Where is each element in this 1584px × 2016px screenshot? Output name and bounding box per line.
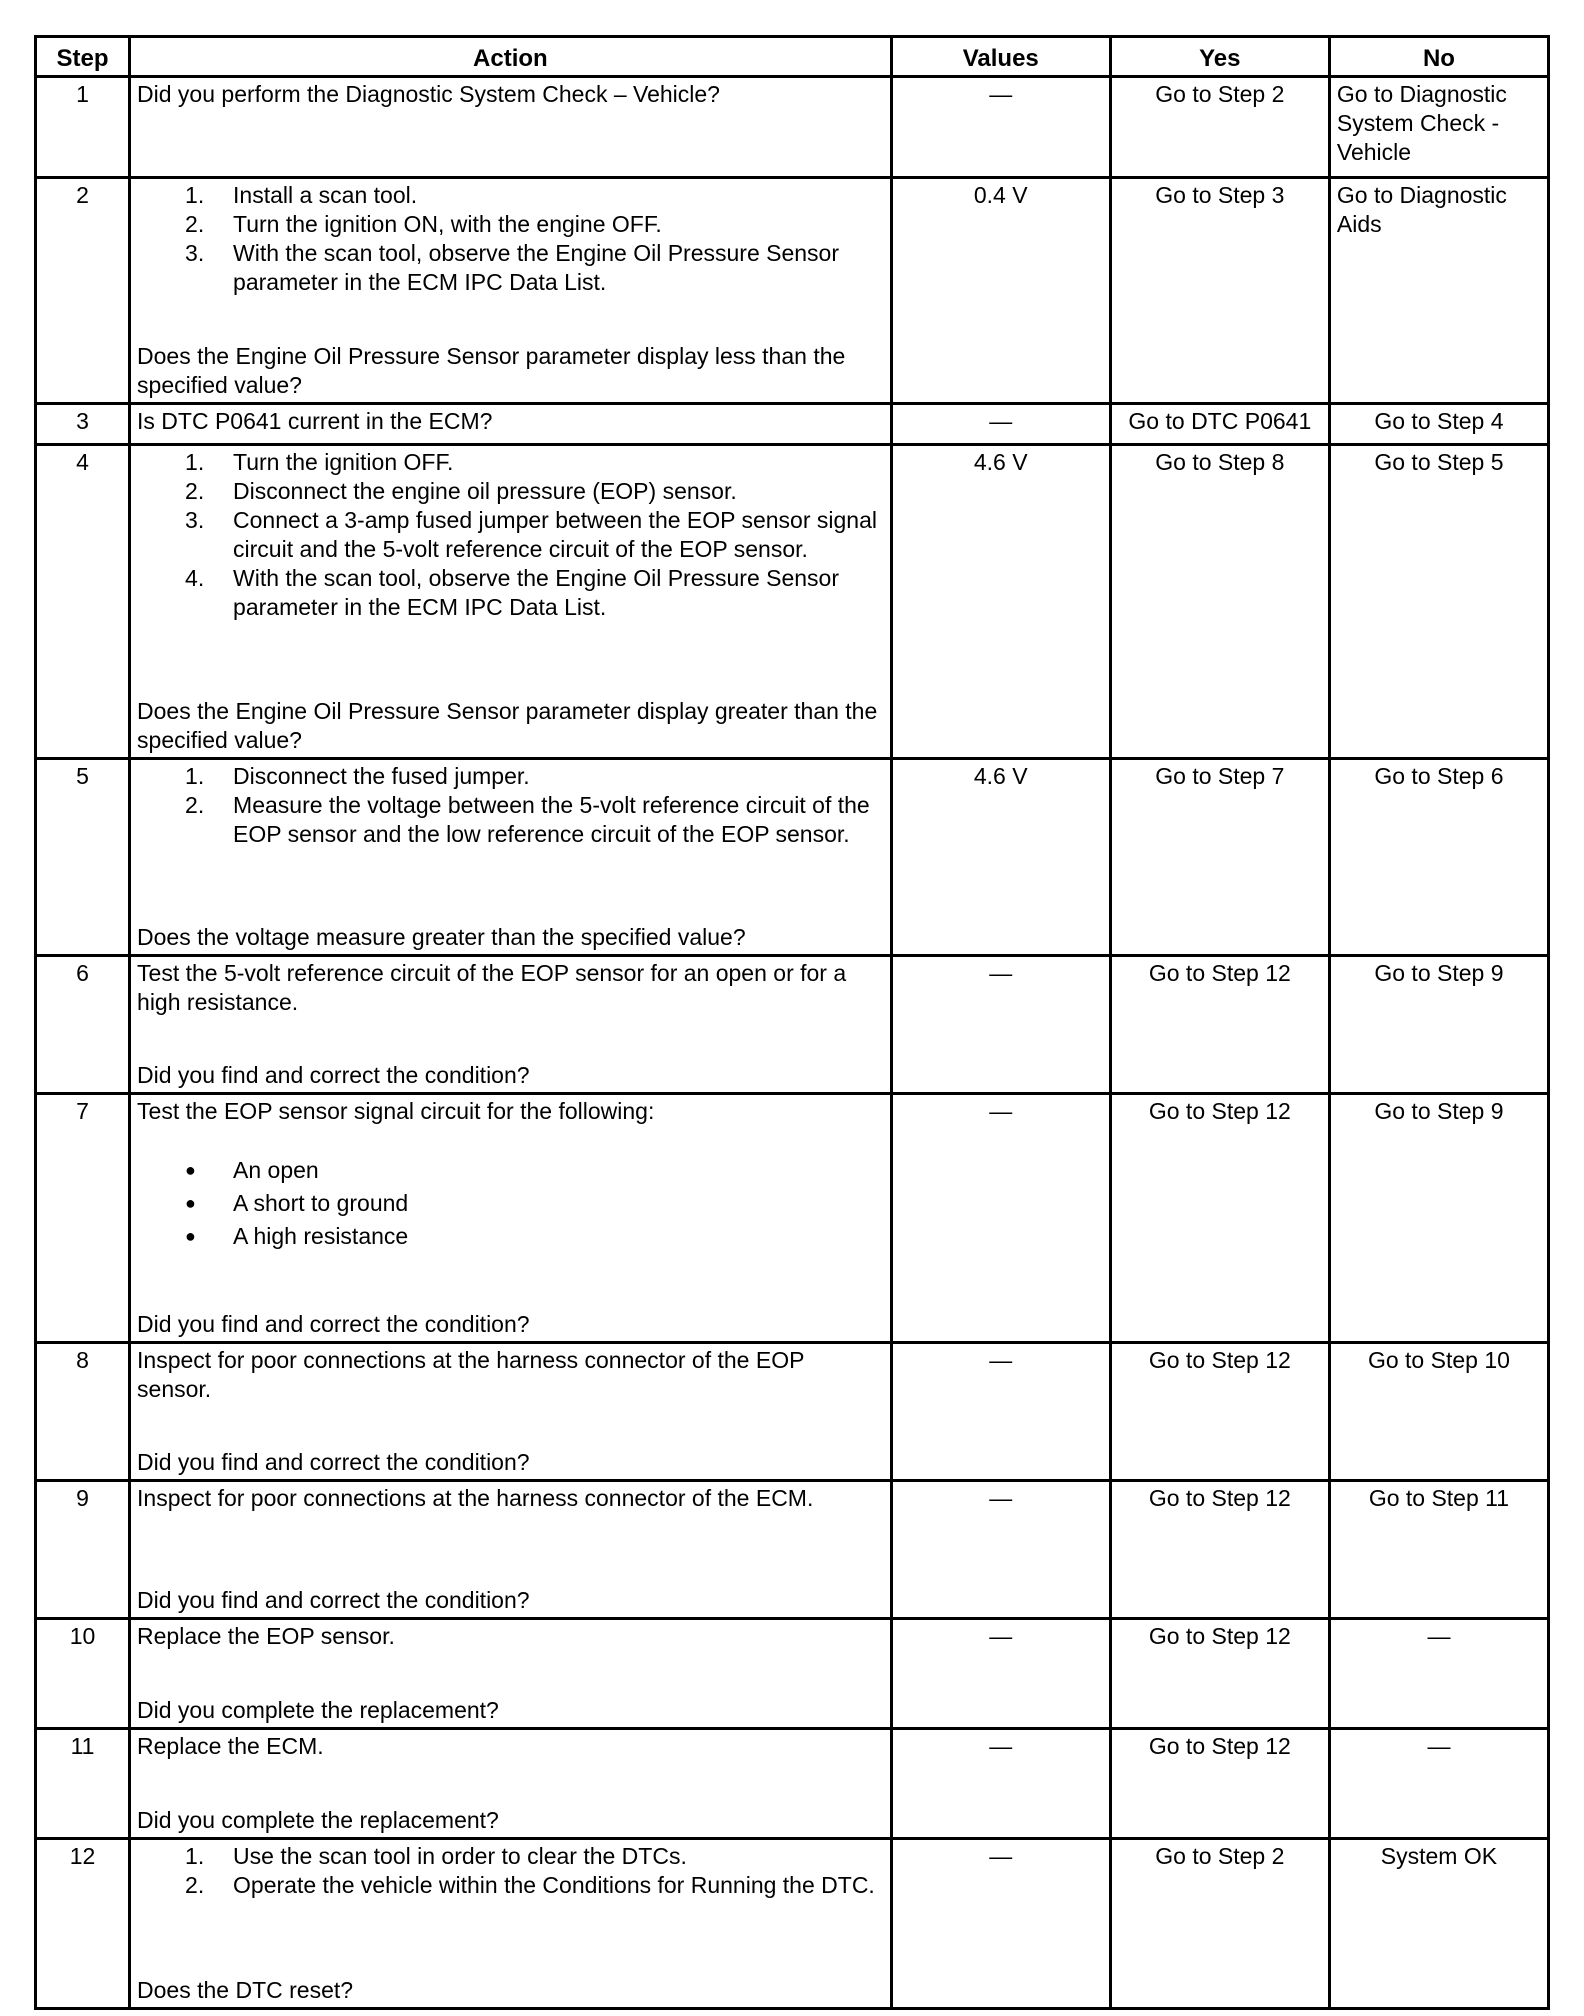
table-row [36, 1481, 1549, 1619]
no-cell: Go to Step 4 [1329, 404, 1548, 445]
value-cell: — [891, 1343, 1110, 1481]
value-cell: 4.6 V [891, 445, 1110, 759]
header-values: Values [891, 37, 1110, 77]
yes-cell: Go to Step 12 [1110, 1343, 1329, 1481]
table-row [36, 77, 1549, 178]
value-cell: — [891, 77, 1110, 178]
value-cell: 0.4 V [891, 178, 1110, 404]
action-question: Did you find and correct the condition? [137, 1449, 530, 1475]
step-number: 11 [36, 1729, 130, 1839]
table-row [36, 1343, 1549, 1481]
action-cell [130, 1839, 892, 2009]
no-cell: Go to Step 9 [1329, 956, 1548, 1094]
action-cell [130, 77, 892, 178]
step-number: 12 [36, 1839, 130, 2009]
list-item: 3. With the scan tool, observe the Engine Oil Pressure Sensor parameter in the ECM IPC Data List. [185, 240, 840, 295]
yes-cell: Go to Step 12 [1110, 1729, 1329, 1839]
yes-cell: Go to Step 3 [1110, 178, 1329, 404]
no-cell: Go to Step 9 [1329, 1094, 1548, 1343]
table-row [36, 445, 1549, 759]
action-text: Inspect for poor connections at the harness connector of the EOP sensor. [137, 1347, 805, 1402]
list-item: 2. Operate the vehicle within the Conditions for Running the DTC. [185, 1872, 875, 1898]
yes-cell: Go to Step 12 [1110, 1619, 1329, 1729]
list-item: 1. Install a scan tool. [185, 182, 418, 208]
yes-cell: Go to DTC P0641 [1110, 404, 1329, 445]
table-row [36, 1094, 1549, 1343]
list-item: ● A high resistance [137, 1220, 884, 1253]
action-question: Does the Engine Oil Pressure Sensor parameter display less than the specified value? [137, 343, 846, 398]
action-cell [130, 956, 892, 1094]
header-step: Step [36, 37, 130, 77]
step-number: 3 [36, 404, 130, 445]
action-question: Does the Engine Oil Pressure Sensor parameter display greater than the specified value? [137, 698, 878, 753]
table-row [36, 1619, 1549, 1729]
action-text: Is DTC P0641 current in the ECM? [137, 408, 493, 434]
action-cell [130, 1343, 892, 1481]
step-number: 1 [36, 77, 130, 178]
table-row [36, 404, 1549, 445]
step-number: 2 [36, 178, 130, 404]
list-item: 1. Turn the ignition OFF. [185, 449, 454, 475]
value-cell: — [891, 1729, 1110, 1839]
yes-cell: Go to Step 2 [1110, 1839, 1329, 2009]
list-item: 2. Turn the ignition ON, with the engine OFF. [185, 211, 662, 237]
no-cell: — [1329, 1619, 1548, 1729]
action-text: Replace the ECM. [137, 1733, 324, 1759]
value-cell: — [891, 1619, 1110, 1729]
list-item: 4. With the scan tool, observe the Engine Oil Pressure Sensor parameter in the ECM IPC Data List. [185, 565, 840, 620]
list-item: ● An open [137, 1154, 884, 1187]
step-number: 9 [36, 1481, 130, 1619]
action-cell [130, 1729, 892, 1839]
step-number: 6 [36, 956, 130, 1094]
value-cell: — [891, 1839, 1110, 2009]
action-cell [130, 1094, 892, 1343]
step-number: 4 [36, 445, 130, 759]
header-no: No [1329, 37, 1548, 77]
value-cell: — [891, 404, 1110, 445]
list-item: 3. Connect a 3-amp fused jumper between the EOP sensor signal circuit and the 5-volt reference circuit of the EOP sensor. [185, 507, 877, 562]
action-text: Did you perform the Diagnostic System Check – Vehicle? [137, 81, 720, 107]
value-cell: — [891, 1481, 1110, 1619]
action-question: Did you find and correct the condition? [137, 1062, 530, 1088]
step-number: 10 [36, 1619, 130, 1729]
diagnostic-table [34, 35, 1550, 2010]
yes-cell: Go to Step 2 [1110, 77, 1329, 178]
yes-cell: Go to Step 12 [1110, 1481, 1329, 1619]
step-list [137, 448, 884, 622]
action-cell [130, 1619, 892, 1729]
action-question: Did you find and correct the condition? [137, 1311, 530, 1337]
header-yes: Yes [1110, 37, 1329, 77]
no-cell: Go to Step 6 [1329, 759, 1548, 956]
step-number: 5 [36, 759, 130, 956]
action-cell [130, 178, 892, 404]
value-cell: — [891, 956, 1110, 1094]
table-row [36, 1839, 1549, 2009]
action-cell [130, 445, 892, 759]
bullet-icon: ● [185, 1160, 196, 1180]
action-text: Test the EOP sensor signal circuit for the following: [137, 1098, 655, 1124]
no-cell: — [1329, 1729, 1548, 1839]
action-cell [130, 1481, 892, 1619]
list-item: ● A short to ground [137, 1187, 884, 1220]
action-cell [130, 404, 892, 445]
yes-cell: Go to Step 7 [1110, 759, 1329, 956]
step-list [137, 181, 884, 297]
yes-cell: Go to Step 12 [1110, 1094, 1329, 1343]
list-item: 2. Measure the voltage between the 5-volt reference circuit of the EOP sensor and the low reference circuit of the EOP sensor. [185, 792, 870, 847]
value-cell: 4.6 V [891, 759, 1110, 956]
no-cell: Go to Diagnostic Aids [1329, 178, 1548, 404]
header-action: Action [130, 37, 892, 77]
table-row [36, 759, 1549, 956]
no-cell: Go to Step 11 [1329, 1481, 1548, 1619]
action-question: Did you complete the replacement? [137, 1807, 499, 1833]
action-question: Did you find and correct the condition? [137, 1587, 530, 1613]
action-text: Inspect for poor connections at the harness connector of the ECM. [137, 1485, 814, 1511]
value-cell: — [891, 1094, 1110, 1343]
table-row [36, 1729, 1549, 1839]
no-cell: Go to Diagnostic System Check - Vehicle [1329, 77, 1548, 178]
table-row [36, 178, 1549, 404]
action-question: Does the voltage measure greater than the specified value? [137, 924, 746, 950]
action-text: Replace the EOP sensor. [137, 1623, 395, 1649]
step-number: 8 [36, 1343, 130, 1481]
list-item: 1. Use the scan tool in order to clear the DTCs. [185, 1843, 687, 1869]
yes-cell: Go to Step 12 [1110, 956, 1329, 1094]
bullet-icon: ● [185, 1226, 196, 1246]
bullet-list [137, 1154, 884, 1253]
no-cell: Go to Step 10 [1329, 1343, 1548, 1481]
action-question: Did you complete the replacement? [137, 1697, 499, 1723]
action-question: Does the DTC reset? [137, 1977, 354, 2003]
table-row [36, 956, 1549, 1094]
bullet-icon: ● [185, 1193, 196, 1213]
action-cell [130, 759, 892, 956]
step-list [137, 1842, 884, 1900]
no-cell: Go to Step 5 [1329, 445, 1548, 759]
header-row [36, 37, 1549, 77]
no-cell: System OK [1329, 1839, 1548, 2009]
step-list [137, 762, 884, 849]
action-text: Test the 5-volt reference circuit of the EOP sensor for an open or for a high resistance. [137, 960, 847, 1015]
list-item: 1. Disconnect the fused jumper. [185, 763, 530, 789]
yes-cell: Go to Step 8 [1110, 445, 1329, 759]
step-number: 7 [36, 1094, 130, 1343]
list-item: 2. Disconnect the engine oil pressure (EOP) sensor. [185, 478, 737, 504]
